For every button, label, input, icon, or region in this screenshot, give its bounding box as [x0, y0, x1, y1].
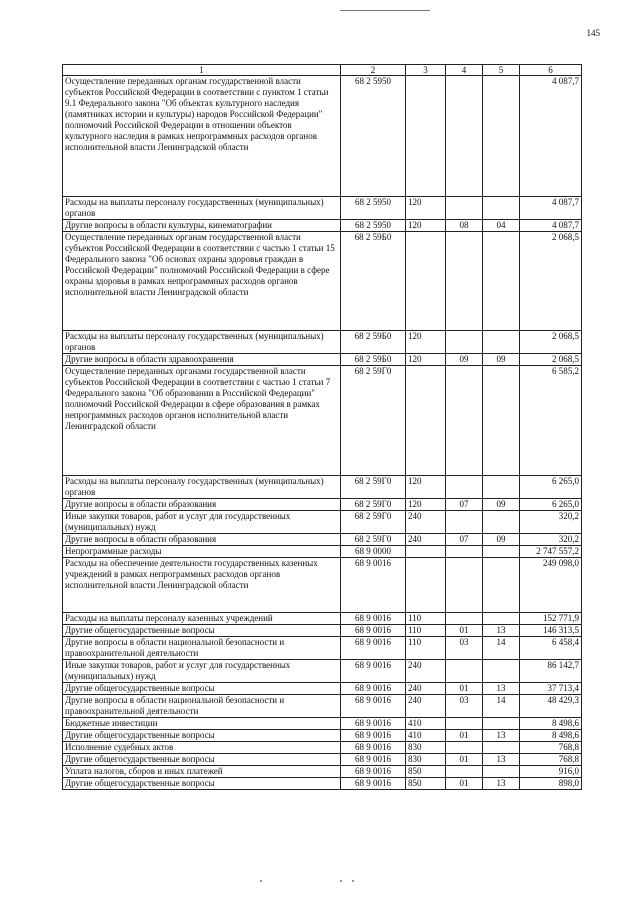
- table-row: [63, 354, 582, 366]
- table-row: [63, 613, 582, 625]
- row-name: Другие вопросы в области национальной безопасности и правоохранительной деятельности: [63, 695, 341, 718]
- row-amount: 2 068,5: [520, 354, 582, 366]
- row-name: Другие общегосударственные вопросы: [63, 683, 341, 695]
- row-section: [446, 232, 483, 331]
- row-subsection: 04: [483, 220, 520, 232]
- table-row: [63, 625, 582, 637]
- row-amount: 86 142,7: [520, 660, 582, 683]
- row-subsection: [483, 558, 520, 613]
- row-amount: 152 771,9: [520, 613, 582, 625]
- row-target-code: 68 9 0016: [341, 778, 406, 790]
- row-name: Расходы на выплаты персоналу государственных (муниципальных) органов: [63, 331, 341, 354]
- header-cell: 5: [483, 65, 520, 76]
- row-expense-type: 240: [406, 534, 446, 546]
- row-subsection: 09: [483, 354, 520, 366]
- page-number: 145: [586, 28, 600, 38]
- row-amount: 8 498,6: [520, 730, 582, 742]
- row-section: 03: [446, 695, 483, 718]
- row-name: Другие общегосударственные вопросы: [63, 625, 341, 637]
- row-expense-type: 120: [406, 476, 446, 499]
- row-amount: 6 585,2: [520, 366, 582, 476]
- row-name: Другие вопросы в области национальной безопасности и правоохранительной деятельности: [63, 637, 341, 660]
- row-expense-type: 120: [406, 197, 446, 220]
- row-amount: 4 087,7: [520, 220, 582, 232]
- row-name: Другие общегосударственные вопросы: [63, 730, 341, 742]
- row-subsection: 13: [483, 754, 520, 766]
- row-expense-type: [406, 558, 446, 613]
- header-cell: 3: [406, 65, 446, 76]
- table-row: [63, 683, 582, 695]
- row-subsection: [483, 511, 520, 534]
- row-subsection: 13: [483, 778, 520, 790]
- row-target-code: 68 2 5950: [341, 197, 406, 220]
- row-section: [446, 546, 483, 558]
- row-amount: 4 087,7: [520, 197, 582, 220]
- row-name: Расходы на выплаты персоналу государственных (муниципальных) органов: [63, 476, 341, 499]
- row-amount: 6 265,0: [520, 476, 582, 499]
- row-amount: 146 313,5: [520, 625, 582, 637]
- table-row: [63, 499, 582, 511]
- row-subsection: [483, 366, 520, 476]
- row-expense-type: 240: [406, 511, 446, 534]
- table-header-row: [63, 65, 582, 76]
- row-subsection: 09: [483, 499, 520, 511]
- table-row: [63, 511, 582, 534]
- row-name: Расходы на обеспечение деятельности государственных казенных учреждений в рамках непрограммных расходов органов исполнительной власти Ленинградской области: [63, 558, 341, 613]
- row-section: 01: [446, 754, 483, 766]
- row-name: Иные закупки товаров, работ и услуг для государственных (муниципальных) нужд: [63, 511, 341, 534]
- row-amount: 768,8: [520, 742, 582, 754]
- row-subsection: [483, 766, 520, 778]
- row-expense-type: 850: [406, 766, 446, 778]
- row-subsection: 14: [483, 695, 520, 718]
- row-expense-type: 240: [406, 660, 446, 683]
- table-row: [63, 546, 582, 558]
- row-amount: 768,8: [520, 754, 582, 766]
- row-name: Осуществление переданных органам государственной власти субъектов Российской Федерации в соответствии с частью 1 статьи 15 Федерального закона "Об основах охраны здоровья граждан в Российской Федерации" полномочий Российской Федерации в сфере охраны здоровья в рамках непрограммных расходов органов исполнительной власти Ленинградской области: [63, 232, 341, 331]
- row-subsection: [483, 331, 520, 354]
- row-subsection: [483, 76, 520, 197]
- row-name: Осуществление переданных органами государственной власти субъектов Российской Федерации в соответствии с частью 1 статьи 7 Федерального закона "Об образовании в Российской Федерации" полномочий Российской Федерации в сфере образования в рамках непрограммных расходов органов исполнительной власти Ленинградской области: [63, 366, 341, 476]
- row-amount: 2 068,5: [520, 232, 582, 331]
- row-target-code: 68 2 59Б0: [341, 232, 406, 331]
- row-target-code: 68 9 0016: [341, 754, 406, 766]
- row-target-code: 68 2 59Г0: [341, 511, 406, 534]
- row-section: 01: [446, 730, 483, 742]
- row-expense-type: 240: [406, 695, 446, 718]
- row-amount: 6 458,4: [520, 637, 582, 660]
- row-expense-type: 850: [406, 778, 446, 790]
- row-amount: 916,0: [520, 766, 582, 778]
- table-row: [63, 637, 582, 660]
- row-section: [446, 366, 483, 476]
- table-row: [63, 197, 582, 220]
- table-row: [63, 742, 582, 754]
- row-expense-type: 410: [406, 730, 446, 742]
- table-row: [63, 558, 582, 613]
- row-amount: 37 713,4: [520, 683, 582, 695]
- row-amount: 6 265,0: [520, 499, 582, 511]
- row-amount: 898,0: [520, 778, 582, 790]
- row-section: [446, 718, 483, 730]
- row-section: 09: [446, 354, 483, 366]
- row-section: [446, 660, 483, 683]
- row-subsection: [483, 613, 520, 625]
- row-subsection: [483, 476, 520, 499]
- row-amount: 2 068,5: [520, 331, 582, 354]
- row-section: [446, 476, 483, 499]
- row-expense-type: 410: [406, 718, 446, 730]
- row-subsection: 13: [483, 625, 520, 637]
- header-cell: 2: [341, 65, 406, 76]
- row-target-code: 68 2 59Г0: [341, 499, 406, 511]
- table-row: [63, 778, 582, 790]
- table-row: [63, 366, 582, 476]
- row-subsection: 14: [483, 637, 520, 660]
- table-row: [63, 766, 582, 778]
- row-target-code: 68 9 0016: [341, 695, 406, 718]
- row-subsection: 13: [483, 683, 520, 695]
- table-row: [63, 220, 582, 232]
- row-subsection: 09: [483, 534, 520, 546]
- row-name: Уплата налогов, сборов и иных платежей: [63, 766, 341, 778]
- row-section: 07: [446, 534, 483, 546]
- row-section: 01: [446, 625, 483, 637]
- row-target-code: 68 9 0016: [341, 558, 406, 613]
- row-expense-type: 110: [406, 625, 446, 637]
- row-target-code: 68 9 0016: [341, 637, 406, 660]
- row-subsection: [483, 718, 520, 730]
- row-section: 01: [446, 683, 483, 695]
- row-target-code: 68 9 0016: [341, 683, 406, 695]
- row-section: 08: [446, 220, 483, 232]
- row-name: Другие общегосударственные вопросы: [63, 754, 341, 766]
- row-subsection: [483, 546, 520, 558]
- row-target-code: 68 2 59Б0: [341, 331, 406, 354]
- table-row: [63, 534, 582, 546]
- row-target-code: 68 2 5950: [341, 76, 406, 197]
- row-name: Исполнение судебных актов: [63, 742, 341, 754]
- row-target-code: 68 2 59Г0: [341, 476, 406, 499]
- table-row: [63, 660, 582, 683]
- table-row: [63, 232, 582, 331]
- row-section: [446, 558, 483, 613]
- row-amount: 249 098,0: [520, 558, 582, 613]
- table-row: [63, 718, 582, 730]
- budget-table: [62, 64, 582, 790]
- scan-marks: [260, 880, 380, 884]
- row-name: Другие вопросы в области образования: [63, 499, 341, 511]
- table-row: [63, 695, 582, 718]
- table-row: [63, 331, 582, 354]
- table-row: [63, 76, 582, 197]
- row-subsection: 13: [483, 730, 520, 742]
- row-expense-type: 110: [406, 613, 446, 625]
- row-expense-type: 120: [406, 354, 446, 366]
- table-row: [63, 730, 582, 742]
- row-name: Расходы на выплаты персоналу государственных (муниципальных) органов: [63, 197, 341, 220]
- row-target-code: 68 9 0016: [341, 660, 406, 683]
- row-target-code: 68 2 59Г0: [341, 366, 406, 476]
- row-amount: 320,2: [520, 534, 582, 546]
- row-section: [446, 76, 483, 197]
- row-target-code: 68 9 0016: [341, 718, 406, 730]
- row-amount: 4 087,7: [520, 76, 582, 197]
- row-name: Осуществление переданных органам государственной власти субъектов Российской Федерации в соответствии с пунктом 1 статьи 9.1 Федерального закона "Об объектах культурного наследия (памятниках истории и культуры) народов Российской Федерации" полномочий Российской Федерации в отношении объектов культурного наследия в рамках непрограммных расходов органов исполнительной власти Ленинградской области: [63, 76, 341, 197]
- row-amount: 2 747 557,2: [520, 546, 582, 558]
- row-name: Другие вопросы в области культуры, кинематографии: [63, 220, 341, 232]
- row-subsection: [483, 232, 520, 331]
- row-name: Другие вопросы в области образования: [63, 534, 341, 546]
- row-section: [446, 511, 483, 534]
- row-name: Другие общегосударственные вопросы: [63, 778, 341, 790]
- top-rule: [340, 10, 430, 11]
- header-cell: 6: [520, 65, 582, 76]
- row-target-code: 68 9 0016: [341, 766, 406, 778]
- row-amount: 48 429,3: [520, 695, 582, 718]
- table-row: [63, 476, 582, 499]
- row-expense-type: 830: [406, 742, 446, 754]
- row-section: 07: [446, 499, 483, 511]
- row-section: [446, 766, 483, 778]
- row-section: [446, 613, 483, 625]
- row-amount: 320,2: [520, 511, 582, 534]
- row-section: [446, 331, 483, 354]
- header-cell: 4: [446, 65, 483, 76]
- row-expense-type: 110: [406, 637, 446, 660]
- row-target-code: 68 9 0016: [341, 742, 406, 754]
- row-expense-type: [406, 546, 446, 558]
- row-target-code: 68 9 0016: [341, 625, 406, 637]
- row-name: Бюджетные инвестиции: [63, 718, 341, 730]
- row-subsection: [483, 742, 520, 754]
- row-target-code: 68 9 0016: [341, 730, 406, 742]
- row-expense-type: [406, 76, 446, 197]
- row-expense-type: 120: [406, 331, 446, 354]
- row-section: 01: [446, 778, 483, 790]
- row-target-code: 68 2 59Б0: [341, 354, 406, 366]
- row-expense-type: 240: [406, 683, 446, 695]
- row-section: [446, 742, 483, 754]
- row-section: [446, 197, 483, 220]
- row-expense-type: [406, 366, 446, 476]
- row-expense-type: [406, 232, 446, 331]
- row-expense-type: 120: [406, 499, 446, 511]
- row-target-code: 68 9 0016: [341, 613, 406, 625]
- row-expense-type: 120: [406, 220, 446, 232]
- row-section: 03: [446, 637, 483, 660]
- row-name: Иные закупки товаров, работ и услуг для государственных (муниципальных) нужд: [63, 660, 341, 683]
- row-target-code: 68 2 59Г0: [341, 534, 406, 546]
- row-name: Непрограммные расходы: [63, 546, 341, 558]
- row-amount: 8 498,6: [520, 718, 582, 730]
- row-subsection: [483, 197, 520, 220]
- row-target-code: 68 2 5950: [341, 220, 406, 232]
- row-name: Другие вопросы в области здравоохранения: [63, 354, 341, 366]
- row-subsection: [483, 660, 520, 683]
- row-name: Расходы на выплаты персоналу казенных учреждений: [63, 613, 341, 625]
- row-expense-type: 830: [406, 754, 446, 766]
- header-cell: 1: [63, 65, 341, 76]
- table-row: [63, 754, 582, 766]
- row-target-code: 68 9 0000: [341, 546, 406, 558]
